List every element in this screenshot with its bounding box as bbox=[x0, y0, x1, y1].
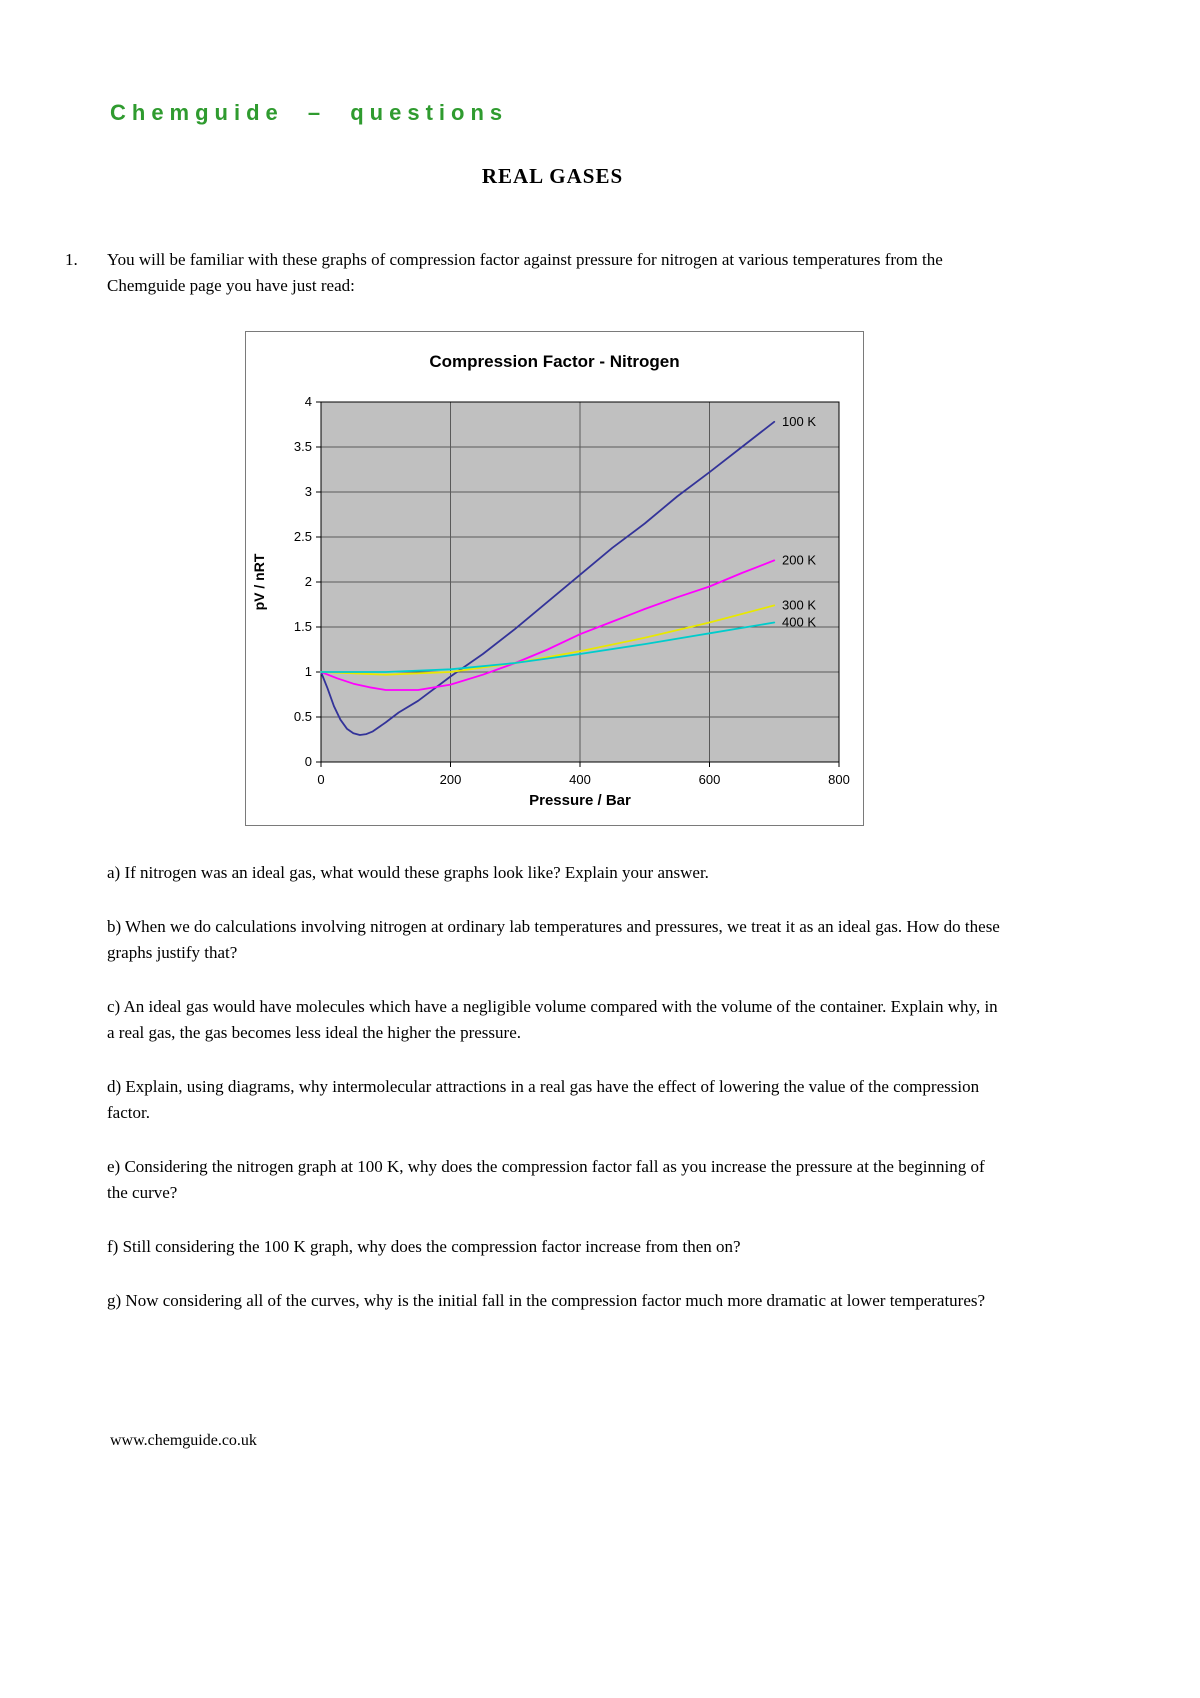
y-tick-label: 2.5 bbox=[293, 529, 312, 544]
question-part-a: a) If nitrogen was an ideal gas, what would these graphs look like? Explain your answer. bbox=[107, 863, 709, 882]
page-header: Chemguide – questions bbox=[110, 100, 509, 125]
y-tick-label: 1.5 bbox=[293, 619, 312, 634]
question-part-g: g) Now considering all of the curves, why is the initial fall in the compression factor much more dramatic at lower temperatures? bbox=[107, 1291, 986, 1310]
y-tick-label: 4 bbox=[304, 394, 312, 409]
question-1 bbox=[65, 247, 1200, 299]
question-parts bbox=[0, 860, 1200, 1314]
question-part-f: f) Still considering the 100 K graph, why does the compression factor increase from then on? bbox=[107, 1237, 741, 1256]
question-part-e: e) Considering the nitrogen graph at 100 K, why does the compression factor fall as you increase the pressure at the beginning of the curve? bbox=[107, 1157, 985, 1202]
page-footer: www.chemguide.co.uk bbox=[110, 1432, 257, 1449]
chart-plot-area bbox=[246, 372, 863, 792]
x-tick-label: 400 bbox=[569, 772, 591, 787]
series-label-200-k: 200 K bbox=[782, 552, 817, 568]
question-part-b: b) When we do calculations involving nitrogen at ordinary lab temperatures and pressures, we treat it as an ideal gas. How do these graphs justify that? bbox=[107, 917, 1000, 962]
y-axis-label: pV / nRT bbox=[251, 553, 267, 611]
x-tick-label: 800 bbox=[828, 772, 850, 787]
x-tick-label: 600 bbox=[698, 772, 721, 787]
x-tick-label: 0 bbox=[317, 772, 325, 787]
question-intro: You will be familiar with these graphs of compression factor against pressure for nitrogen at various temperatures from the Chemguide page you have just read: bbox=[107, 250, 943, 295]
chart-title: Compression Factor - Nitrogen bbox=[429, 352, 680, 371]
y-tick-label: 0.5 bbox=[293, 709, 312, 724]
x-tick-label: 200 bbox=[439, 772, 462, 787]
compression-factor-chart bbox=[246, 372, 863, 787]
x-axis-label: Pressure / Bar bbox=[529, 792, 631, 809]
question-part-d: d) Explain, using diagrams, why intermolecular attractions in a real gas have the effect of lowering the value of the compression factor. bbox=[107, 1077, 980, 1122]
y-tick-label: 2 bbox=[304, 574, 312, 589]
series-label-100-k: 100 K bbox=[782, 413, 817, 429]
question-part-c: c) An ideal gas would have molecules which have a negligible volume compared with the volume of the container. Explain why, in a real gas, the gas becomes less ideal the higher the pressure. bbox=[107, 997, 998, 1042]
y-tick-label: 3 bbox=[304, 484, 312, 499]
y-tick-label: 1 bbox=[304, 664, 312, 679]
series-label-300-k: 300 K bbox=[782, 597, 817, 613]
page-title: REAL GASES bbox=[481, 164, 624, 188]
y-tick-label: 0 bbox=[304, 754, 312, 769]
series-label-400-k: 400 K bbox=[782, 614, 817, 630]
question-number: 1. bbox=[65, 250, 78, 269]
chart-frame bbox=[245, 331, 864, 826]
y-tick-label: 3.5 bbox=[293, 439, 312, 454]
